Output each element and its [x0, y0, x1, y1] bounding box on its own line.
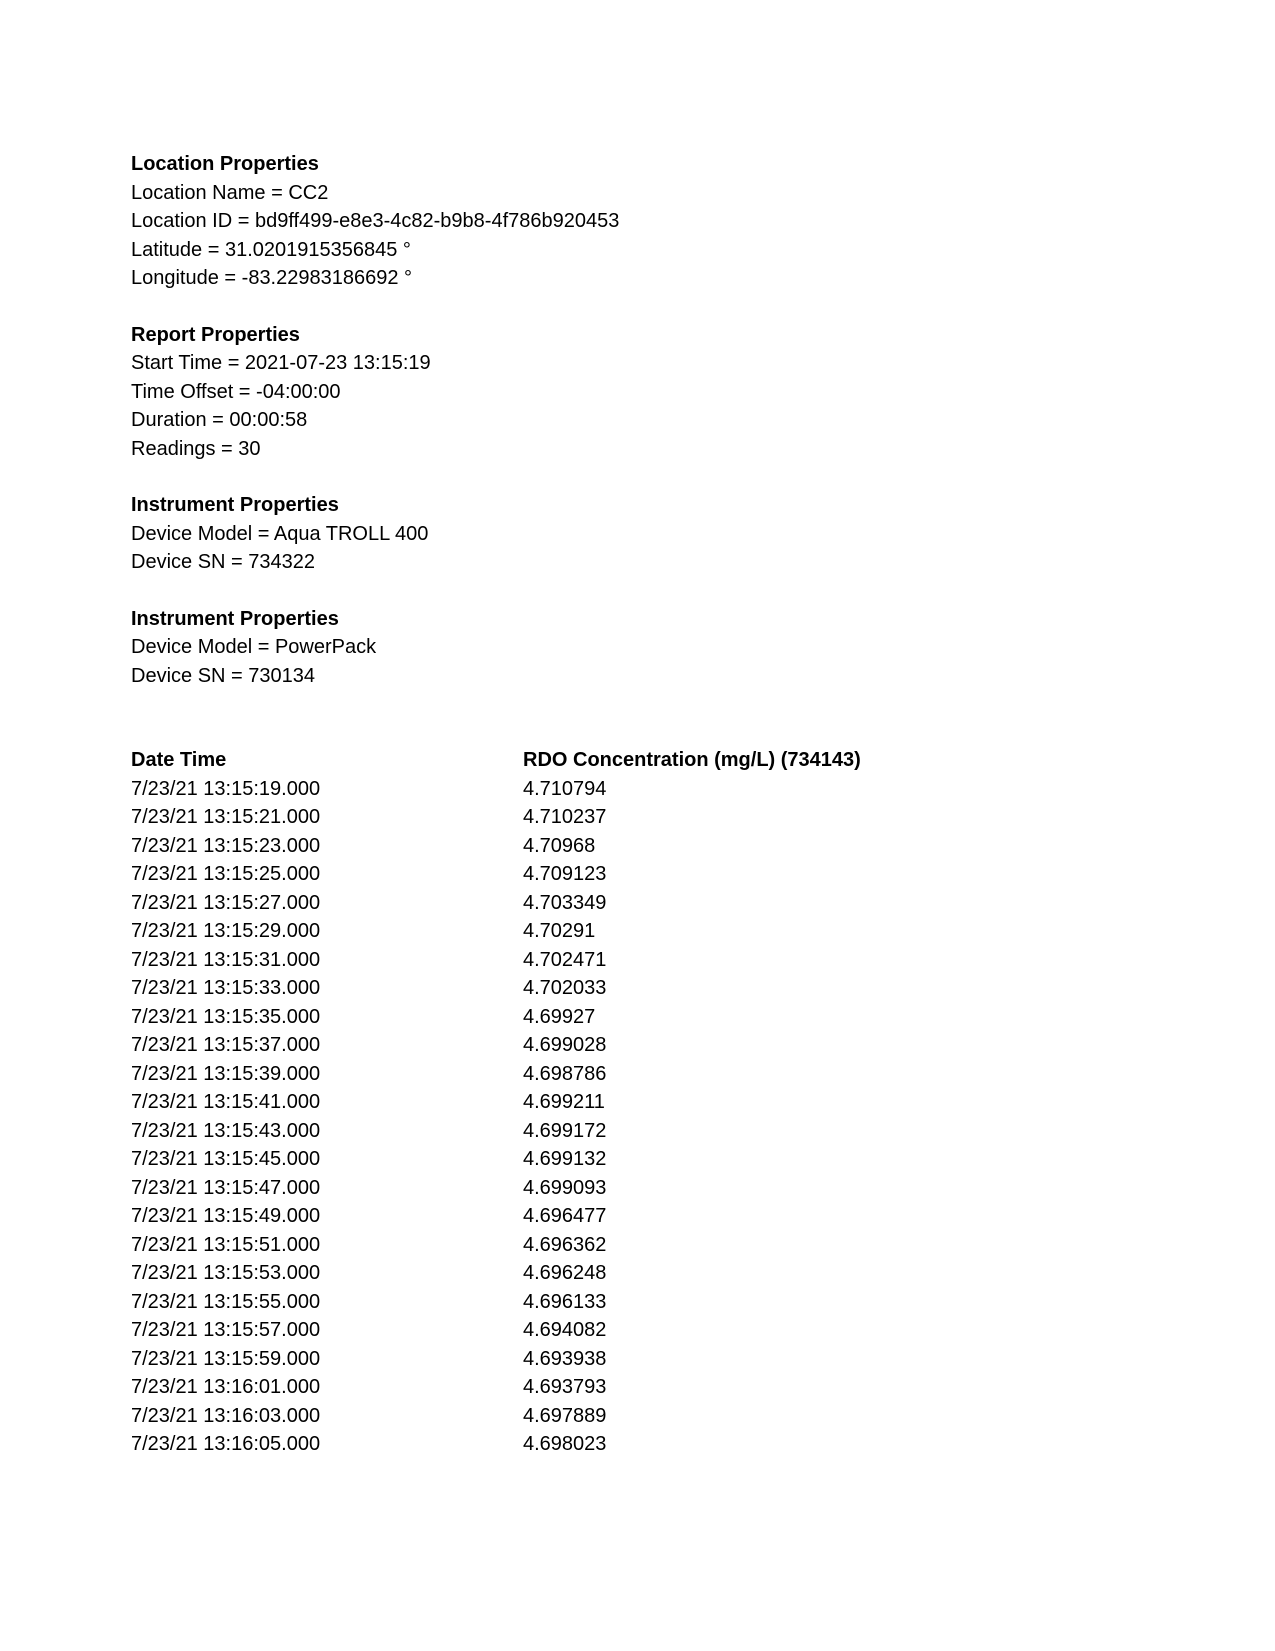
table-row	[131, 1316, 1181, 1345]
rdo-concentration-cell: 4.698786	[523, 1062, 607, 1085]
location-name: Location Name = CC2	[131, 181, 329, 204]
rdo-concentration-cell: 4.702033	[523, 977, 607, 999]
location-properties-heading: Location Properties	[131, 153, 319, 175]
table-row	[131, 803, 1181, 832]
table-row	[131, 889, 1181, 918]
table-row	[131, 946, 1181, 975]
table-row	[131, 1288, 1181, 1317]
rdo-concentration-cell: 4.709123	[523, 863, 607, 885]
date-time-cell: 7/23/21 13:15:55.000	[131, 1290, 321, 1313]
device-sn: Device SN = 734322	[131, 551, 316, 573]
date-time-cell: 7/23/21 13:15:19.000	[131, 777, 321, 800]
date-time-cell: 7/23/21 13:15:45.000	[131, 1148, 321, 1170]
date-time-cell: 7/23/21 13:15:47.000	[131, 1176, 321, 1199]
rdo-concentration-cell: 4.693793	[523, 1376, 607, 1398]
rdo-concentration-cell: 4.696362	[523, 1233, 607, 1256]
rdo-concentration-cell: 4.699211	[523, 1091, 605, 1113]
table-row	[131, 974, 1181, 1003]
table-row	[131, 1117, 1181, 1146]
date-time-cell: 7/23/21 13:15:31.000	[131, 948, 321, 971]
table-row	[131, 1259, 1181, 1288]
date-time-cell: 7/23/21 13:16:01.000	[131, 1376, 321, 1398]
readings-table	[131, 746, 1181, 1459]
device-sn: Device SN = 730134	[131, 664, 316, 687]
report-properties-section	[131, 321, 1181, 464]
column-header-date-time: Date Time	[131, 749, 227, 771]
rdo-concentration-cell: 4.710794	[523, 777, 607, 800]
rdo-concentration-cell: 4.699172	[523, 1119, 607, 1142]
table-row	[131, 832, 1181, 861]
date-time-cell: 7/23/21 13:15:49.000	[131, 1205, 321, 1227]
date-time-cell: 7/23/21 13:15:51.000	[131, 1233, 321, 1256]
table-row	[131, 1430, 1181, 1459]
rdo-concentration-cell: 4.710237	[523, 806, 607, 828]
readings: Readings = 30	[131, 437, 261, 460]
table-row	[131, 1031, 1181, 1060]
rdo-concentration-cell: 4.698023	[523, 1433, 607, 1455]
instrument-properties-heading: Instrument Properties	[131, 494, 339, 516]
rdo-concentration-cell: 4.703349	[523, 891, 607, 914]
table-row	[131, 1345, 1181, 1374]
rdo-concentration-cell: 4.69927	[523, 1005, 596, 1028]
table-row	[131, 1231, 1181, 1260]
rdo-concentration-cell: 4.70291	[523, 920, 596, 942]
table-row	[131, 1402, 1181, 1431]
rdo-concentration-cell: 4.699093	[523, 1176, 607, 1199]
date-time-cell: 7/23/21 13:15:29.000	[131, 920, 321, 942]
table-row	[131, 1145, 1181, 1174]
table-row	[131, 1003, 1181, 1032]
date-time-cell: 7/23/21 13:15:59.000	[131, 1347, 321, 1370]
table-row	[131, 1060, 1181, 1089]
date-time-cell: 7/23/21 13:15:57.000	[131, 1319, 321, 1341]
table-body	[131, 775, 1181, 1459]
table-row	[131, 917, 1181, 946]
report-properties-heading: Report Properties	[131, 323, 300, 346]
rdo-concentration-cell: 4.699132	[523, 1148, 607, 1170]
start-time: Start Time = 2021-07-23 13:15:19	[131, 352, 431, 374]
date-time-cell: 7/23/21 13:15:21.000	[131, 806, 321, 828]
rdo-concentration-cell: 4.696133	[523, 1290, 607, 1313]
column-header-rdo-concentration: RDO Concentration (mg/L) (734143)	[523, 749, 861, 771]
table-row	[131, 1373, 1181, 1402]
date-time-cell: 7/23/21 13:15:39.000	[131, 1062, 321, 1085]
longitude: Longitude = -83.22983186692 °	[131, 267, 413, 289]
device-model: Device Model = PowerPack	[131, 636, 377, 658]
instrument-properties-section-2	[131, 605, 1181, 691]
date-time-cell: 7/23/21 13:15:37.000	[131, 1034, 321, 1056]
rdo-concentration-cell: 4.702471	[523, 948, 607, 971]
duration: Duration = 00:00:58	[131, 409, 308, 431]
instrument-properties-heading: Instrument Properties	[131, 607, 339, 630]
rdo-concentration-cell: 4.699028	[523, 1034, 607, 1056]
table-row	[131, 1202, 1181, 1231]
latitude: Latitude = 31.0201915356845 °	[131, 238, 411, 261]
date-time-cell: 7/23/21 13:15:53.000	[131, 1262, 321, 1284]
rdo-concentration-cell: 4.70968	[523, 834, 596, 857]
instrument-properties-section-1	[131, 491, 1181, 577]
device-model: Device Model = Aqua TROLL 400	[131, 522, 429, 545]
table-row	[131, 1088, 1181, 1117]
time-offset: Time Offset = -04:00:00	[131, 380, 341, 403]
date-time-cell: 7/23/21 13:16:03.000	[131, 1404, 321, 1427]
date-time-cell: 7/23/21 13:15:33.000	[131, 977, 321, 999]
location-properties-section	[131, 150, 1181, 293]
date-time-cell: 7/23/21 13:16:05.000	[131, 1433, 321, 1455]
rdo-concentration-cell: 4.693938	[523, 1347, 607, 1370]
table-row	[131, 775, 1181, 804]
table-row	[131, 860, 1181, 889]
location-id: Location ID = bd9ff499-e8e3-4c82-b9b8-4f786b920453	[131, 210, 620, 232]
date-time-cell: 7/23/21 13:15:43.000	[131, 1119, 321, 1142]
date-time-cell: 7/23/21 13:15:41.000	[131, 1091, 321, 1113]
rdo-concentration-cell: 4.696248	[523, 1262, 607, 1284]
table-header-row	[131, 746, 1181, 775]
date-time-cell: 7/23/21 13:15:35.000	[131, 1005, 321, 1028]
rdo-concentration-cell: 4.696477	[523, 1205, 607, 1227]
date-time-cell: 7/23/21 13:15:23.000	[131, 834, 321, 857]
rdo-concentration-cell: 4.697889	[523, 1404, 607, 1427]
rdo-concentration-cell: 4.694082	[523, 1319, 607, 1341]
report-page	[131, 150, 1181, 1459]
table-row	[131, 1174, 1181, 1203]
date-time-cell: 7/23/21 13:15:27.000	[131, 891, 321, 914]
date-time-cell: 7/23/21 13:15:25.000	[131, 863, 321, 885]
